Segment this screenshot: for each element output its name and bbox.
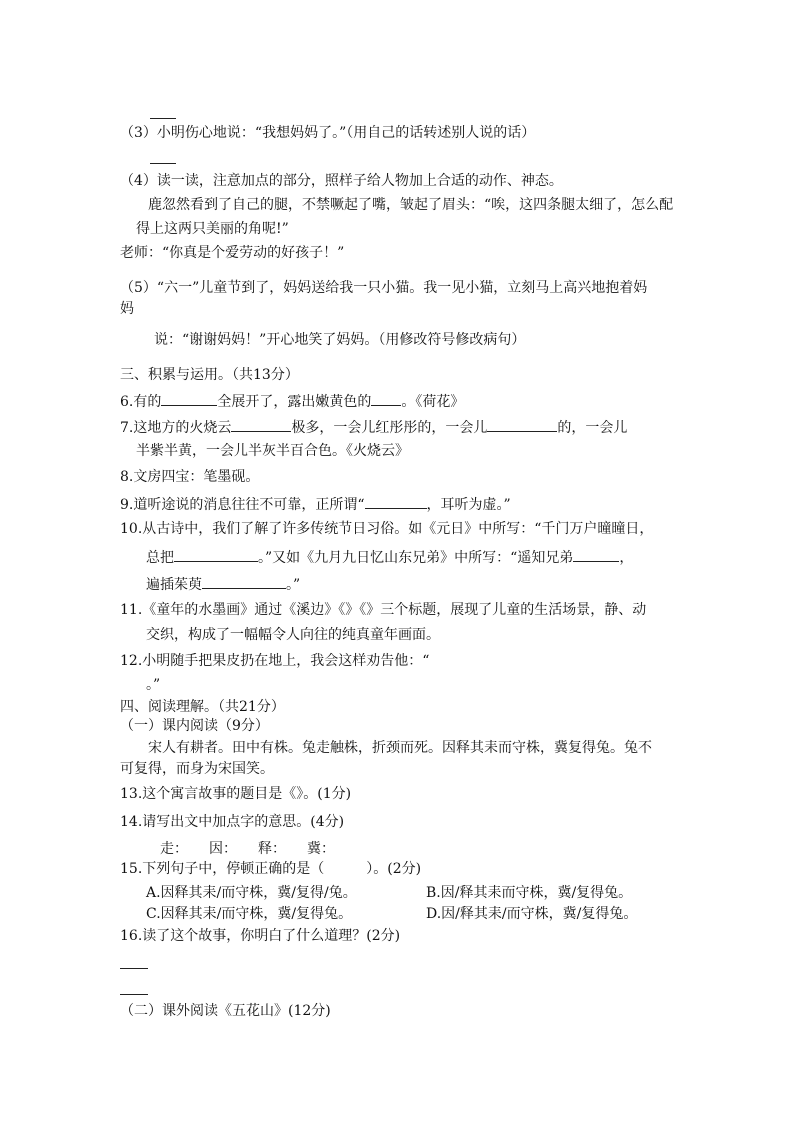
question-9 (120, 494, 511, 514)
answer-blank[interactable] (487, 417, 557, 432)
question-10: 10.从古诗中，我们了解了许多传统节日习俗。如《元日》中所写：“千门万户曈曈日， (120, 521, 654, 537)
answer-line (120, 968, 148, 969)
question-6-text: 。《荷花》 (401, 394, 465, 410)
question-5: 说：“谢谢妈妈！”开心地笑了妈妈。（用修改符号修改病句） (154, 332, 526, 348)
passage: 宋人有耕者。田中有株。兔走触株，折颈而死。因释其耒而守株，冀复得兔。兔不 (148, 740, 652, 756)
option-b[interactable]: B.因/释其耒而守株，冀/复得兔。 (426, 885, 633, 901)
question-11: 交织，构成了一幅幅令人向往的纯真童年画面。 (146, 627, 440, 643)
question-10-text: 遍插茱萸 (146, 577, 202, 593)
answer-blank[interactable] (202, 574, 286, 589)
question-7-text: 7.这地方的火烧云 (120, 420, 232, 436)
question-7 (120, 417, 627, 437)
question-4-example: 鹿忽然看到了自己的腿，不禁噘起了嘴，皱起了眉头：“唉，这四条腿太细了，怎么配 (148, 197, 674, 213)
question-9-text: ，耳听为虚。” (426, 497, 511, 513)
question-15: 15.下列句子中，停顿正确的是（ ）。(2分) (120, 861, 422, 877)
question-6-text: 6.有的 (120, 394, 162, 410)
question-3: （3）小明伤心地说：“我想妈妈了。”（用自己的话转述别人说的话） (120, 125, 536, 141)
question-14-items: 走： 因： 释： 冀： (160, 841, 335, 857)
question-6-text: 全展开了，露出嫩黄色的 (217, 394, 372, 410)
answer-blank[interactable] (231, 417, 291, 432)
question-10 (146, 547, 633, 567)
answer-line (150, 118, 176, 119)
answer-line (150, 163, 176, 164)
option-c[interactable]: C.因释其耒/而守株，冀/复得兔。 (146, 906, 353, 922)
question-12: 。” (146, 677, 161, 693)
answer-blank[interactable] (371, 391, 401, 406)
question-7: 半紫半黄，一会儿半灰半百合色。《火烧云》 (136, 443, 409, 459)
answer-blank[interactable] (365, 494, 427, 509)
section-3-heading: 三、积累与运用。（共13分） (120, 367, 299, 383)
question-7-text: 的，一会儿 (557, 420, 628, 436)
question-13: 13.这个寓言故事的题目是《》。(1分) (120, 786, 352, 802)
question-12: 12.小明随手把果皮扔在地上，我会这样劝告他：“ (120, 653, 430, 669)
option-a[interactable]: A.因释其耒/而守株，冀/复得/兔。 (146, 885, 357, 901)
question-8: 8.文房四宝：笔墨砚。 (120, 469, 260, 485)
question-16: 16.读了这个故事，你明白了什么道理？(2分) (120, 928, 401, 944)
section-4-heading: 四、阅读理解。（共21分） (120, 699, 285, 715)
answer-blank[interactable] (573, 547, 619, 562)
question-4-teacher: 老师：“你真是个爱劳动的好孩子！” (120, 245, 345, 261)
question-10 (146, 574, 300, 594)
question-10-text: 。” (286, 577, 301, 593)
question-14: 14.请写出文中加点字的意思。(4分) (120, 814, 345, 830)
question-5: （5）“六一”儿童节到了，妈妈送给我一只小猫。我一见小猫，立刻马上高兴地抱着妈 (120, 280, 648, 296)
answer-blank[interactable] (161, 391, 217, 406)
answer-line (120, 994, 148, 995)
answer-blank[interactable] (174, 547, 258, 562)
question-6 (120, 391, 464, 411)
question-10-text: 。”又如《九月九日忆山东兄弟》中所写：“遥知兄弟 (258, 550, 574, 566)
question-10-text: 总把 (146, 550, 174, 566)
passage: 可复得，而身为宋国笑。 (120, 761, 274, 777)
question-4: （4）读一读，注意加点的部分，照样子给人物加上合适的动作、神态。 (120, 173, 563, 189)
reading-2-heading: （二）课外阅读《五花山》(12分) (120, 1003, 331, 1019)
question-5: 妈 (120, 301, 134, 317)
reading-1-heading: （一）课内阅读（9分） (120, 718, 269, 734)
option-d[interactable]: D.因/释其耒/而守株，冀/复得兔。 (426, 906, 638, 922)
question-9-text: 9.道听途说的消息往往不可靠，正所谓“ (120, 497, 365, 513)
question-11: 11.《童年的水墨画》通过《溪边》《》《》三个标题，展现了儿童的生活场景，静、动 (120, 602, 647, 618)
question-10-text: ， (619, 550, 634, 566)
question-7-text: 极多，一会儿红彤彤的，一会儿 (291, 420, 488, 436)
question-4-example: 得上这两只美丽的角呢!” (136, 221, 289, 237)
